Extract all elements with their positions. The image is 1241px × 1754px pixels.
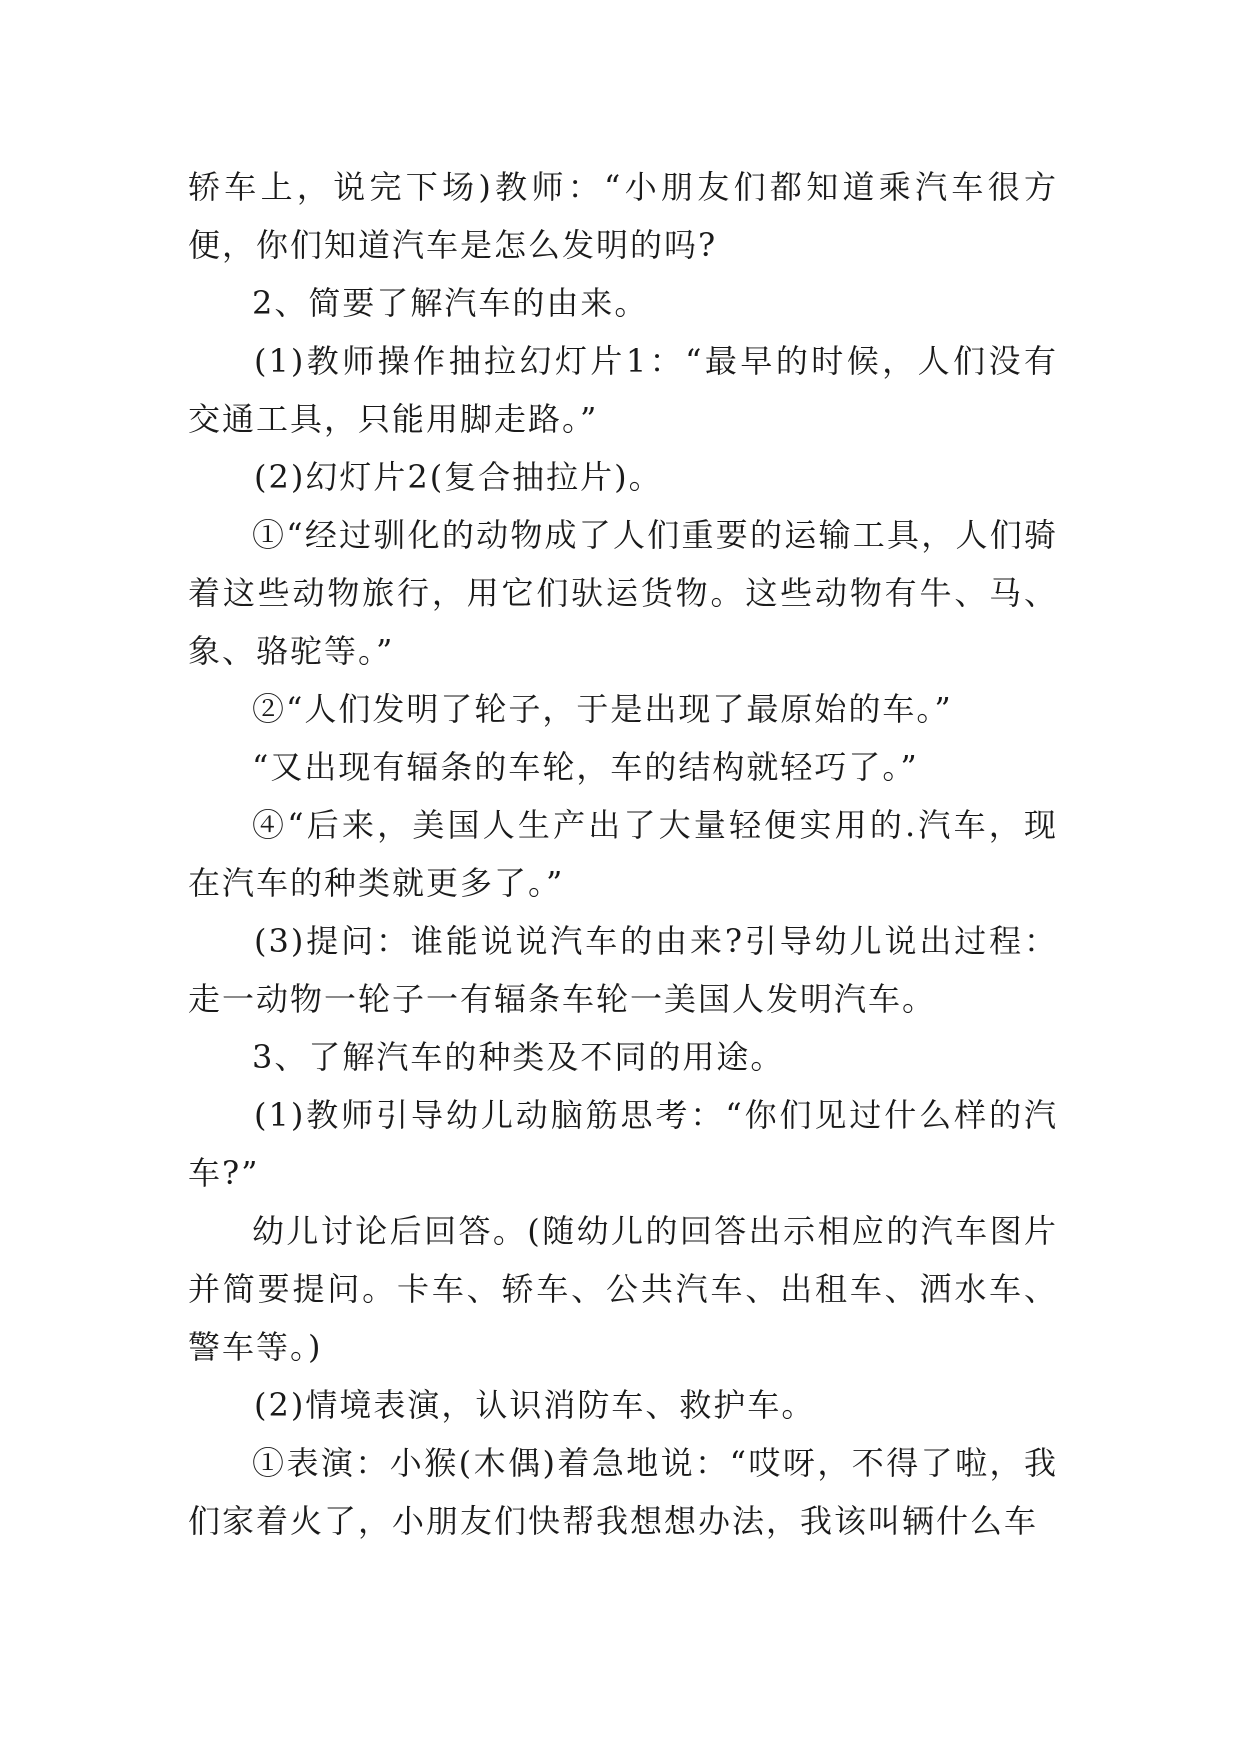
paragraph: 2、简要了解汽车的由来。 bbox=[252, 284, 649, 322]
paragraph: 轿车上，说完下场)教师：“小朋友们都知道乘汽车很方便，你们知道汽车是怎么发明的吗? bbox=[188, 168, 1058, 264]
paragraph: ④“后来，美国人生产出了大量轻便实用的.汽车，现在汽车的种类就更多了。” bbox=[188, 806, 1058, 902]
paragraph: (2)情境表演，认识消防车、救护车。 bbox=[254, 1386, 816, 1424]
paragraph: (2)幻灯片2(复合抽拉片)。 bbox=[254, 458, 663, 496]
paragraph: 3、了解汽车的种类及不同的用途。 bbox=[252, 1038, 785, 1076]
paragraph: ①“经过驯化的动物成了人们重要的运输工具，人们骑着这些动物旅行，用它们驮运货物。这些动物有牛、马、象、骆驼等。” bbox=[188, 516, 1058, 670]
document-body bbox=[188, 158, 1058, 1550]
paragraph: “又出现有辐条的车轮，车的结构就轻巧了。” bbox=[252, 748, 919, 786]
paragraph: (1)教师引导幼儿动脑筋思考：“你们见过什么样的汽车?” bbox=[188, 1096, 1058, 1192]
paragraph: (3)提问：谁能说说汽车的由来?引导幼儿说出过程：走一动物一轮子一有辐条车轮一美国人发明汽车。 bbox=[188, 922, 1058, 1018]
paragraph: ②“人们发明了轮子，于是出现了最原始的车。” bbox=[252, 690, 953, 728]
paragraph: 幼儿讨论后回答。(随幼儿的回答出示相应的汽车图片并简要提问。卡车、轿车、公共汽车、出租车、洒水车、警车等。) bbox=[188, 1212, 1058, 1366]
paragraph: (1)教师操作抽拉幻灯片1：“最早的时候，人们没有交通工具，只能用脚走路。” bbox=[188, 342, 1058, 438]
paragraph: ①表演：小猴(木偶)着急地说：“哎呀，不得了啦，我们家着火了，小朋友们快帮我想想办法，我该叫辆什么车 bbox=[188, 1444, 1058, 1540]
